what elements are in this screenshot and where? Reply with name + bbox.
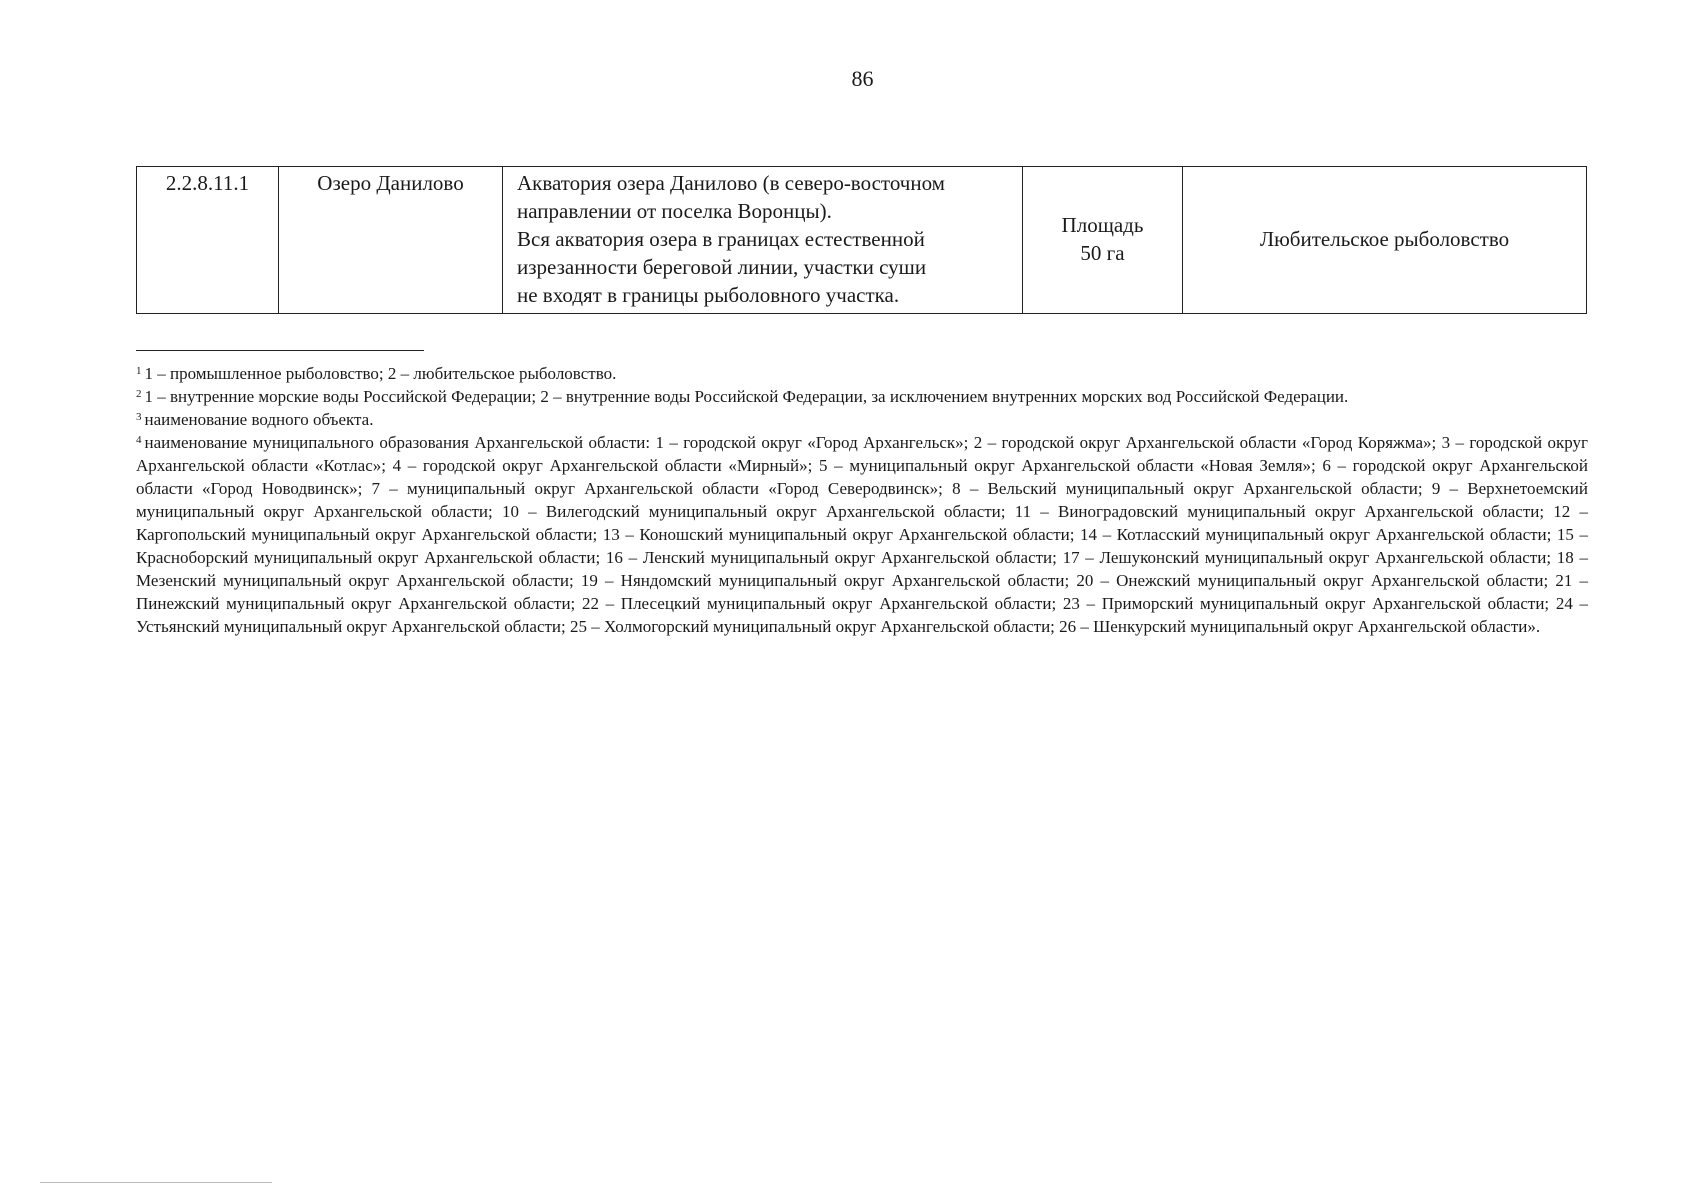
area-cell: [1023, 167, 1183, 314]
area-value: 50 га: [1080, 241, 1125, 265]
scan-artifact-line: [40, 1182, 272, 1183]
footnote-mark: 2: [136, 388, 142, 400]
footnote-3: [136, 408, 1588, 431]
fishing-site-table: [136, 166, 1587, 314]
footnote-mark: 4: [136, 434, 142, 446]
footnote-text: наименование муниципального образования Архангельской области: 1 – городской округ «Город Архангельск»; 2 – городской округ Архангельской области «Город Коряжма»; 3 – городской округ Архангельской области «Котлас»; 4 – городской округ Архангельской области «Мирный»; 5 – муниципальный округ Архангельской области «Новая Земля»; 6 – городской округ Архангельской области «Город Новодвинск»; 7 – муниципальный округ Архангельской области «Город Северодвинск»; 8 – Вельский муниципальный округ Архангельской области; 9 – Верхнетоемский муниципальный округ Архангельской области; 10 – Вилегодский муниципальный округ Архангельской области; 11 – Виноградовский муниципальный округ Архангельской области; 12 – Каргопольский муниципальный округ Архангельской области; 13 – Коношский муниципальный округ Архангельской области; 14 – Котласский муниципальный округ Архангельской области; 15 – Красноборский муниципальный округ Архангельской области; 16 – Ленский муниципальный округ Архангельской области; 17 – Лешуконский муниципальный округ Архангельской области; 18 – Мезенский муниципальный округ Архангельской области; 19 – Няндомский муниципальный округ Архангельской области; 20 – Онежский муниципальный округ Архангельской области; 21 – Пинежский муниципальный округ Архангельской области; 22 – Плесецкий муниципальный округ Архангельской области; 23 – Приморский муниципальный округ Архангельской области; 24 – Устьянский муниципальный округ Архангельской области; 25 – Холмогорский муниципальный округ Архангельской области; 26 – Шенкурский муниципальный округ Архангельской области».: [136, 433, 1588, 636]
footnote-mark: 1: [136, 365, 142, 377]
description-line: Акватория озера Данилово (в северо-восточном: [517, 171, 945, 195]
footnote-text: наименование водного объекта.: [144, 410, 374, 429]
description-line: не входят в границы рыболовного участка.: [517, 283, 900, 307]
description-line: направлении от поселка Воронцы).: [517, 199, 832, 223]
fishing-type-cell: Любительское рыболовство: [1183, 167, 1587, 314]
table-row: [137, 167, 1587, 314]
footnote-text: 1 – внутренние морские воды Российской Федерации; 2 – внутренние воды Российской Федерации, за исключением внутренних морских вод Российской Федерации.: [144, 387, 1349, 406]
description-line: изрезанности береговой линии, участки суши: [517, 255, 927, 279]
water-body-name-cell: Озеро Данилово: [279, 167, 503, 314]
footnote-2: [136, 385, 1588, 408]
footnote-4: [136, 431, 1588, 638]
boundary-description-cell: [503, 167, 1023, 314]
footnote-separator: [136, 350, 424, 351]
footnote-mark: 3: [136, 411, 142, 423]
page-number: 86: [851, 66, 874, 91]
description-line: Вся акватория озера в границах естественной: [517, 227, 925, 251]
footnote-text: 1 – промышленное рыболовство; 2 – любительское рыболовство.: [144, 364, 617, 383]
site-code-cell: 2.2.8.11.1: [137, 167, 279, 314]
footnotes: [136, 362, 1588, 638]
area-label: Площадь: [1061, 213, 1144, 237]
footnote-1: [136, 362, 1588, 385]
